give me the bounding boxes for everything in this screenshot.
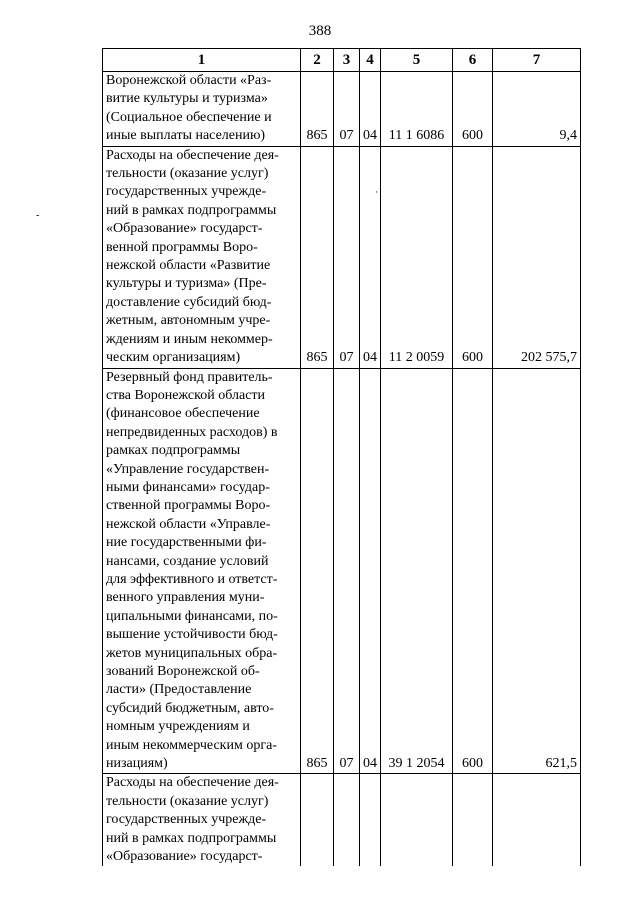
cell-target-article: 11 1 6086: [381, 72, 453, 147]
cell-expense-type: 600: [453, 368, 493, 774]
cell-target-article: [381, 774, 453, 867]
table-row: [103, 146, 581, 368]
column-header: 4: [360, 49, 381, 72]
cell-expense-type: 600: [453, 72, 493, 147]
row-description: Воронежской области «Раз- витие культуры и туризма» (Социальное обеспечение и иные выплаты населению): [103, 72, 301, 147]
cell-amount: [493, 774, 581, 867]
scan-mark: ·: [375, 187, 378, 197]
cell-amount: 202 575,7: [493, 146, 581, 368]
cell-expense-type: 600: [453, 146, 493, 368]
cell-section: 07: [334, 368, 360, 774]
budget-table: [102, 48, 581, 866]
table-row: [103, 368, 581, 774]
cell-section: 07: [334, 146, 360, 368]
cell-amount: 621,5: [493, 368, 581, 774]
cell-target-article: 11 2 0059: [381, 146, 453, 368]
row-description: Резервный фонд правитель- ства Воронежской области (финансовое обеспечение непредвиденных расходов) в рамках подпрограммы «Управление государствен- ными финансами» государ- ственной программы Воро- нежской области «Управле- ние государственными фи- нансами, создание условий для эффективного и ответст- венного управления муни- ципальными финансами, по- вышение устойчивости бюд- жетов муниципальных обра- зований Воронежской об- ласти» (Предоставление субсидий бюджетным, авто- номным учреждениям и иным некоммерческим орга- низациям): [103, 368, 301, 774]
cell-admin-code: 865: [301, 146, 334, 368]
table-header-row: [103, 49, 581, 72]
table-row: [103, 72, 581, 147]
cell-subsection: 04: [360, 72, 381, 147]
column-header: 5: [381, 49, 453, 72]
cell-admin-code: 865: [301, 72, 334, 147]
cell-subsection: [360, 774, 381, 867]
cell-subsection: 04: [360, 146, 381, 368]
column-header: 2: [301, 49, 334, 72]
scan-mark: -: [36, 210, 40, 221]
page-number: 388: [308, 23, 332, 39]
cell-amount: 9,4: [493, 72, 581, 147]
row-description: Расходы на обеспечение дея- тельности (оказание услуг) государственных учрежде- ний в рамках подпрограммы «Образование» государст- венной программы Воро- нежской области «Развитие культуры и туризма» (Пре- доставление субсидий бюд- жетным, автономным учре- ждениям и иным некоммер- ческим организациям): [103, 146, 301, 368]
column-header: 3: [334, 49, 360, 72]
table-row: [103, 774, 581, 867]
column-header: 6: [453, 49, 493, 72]
column-header: 1: [103, 49, 301, 72]
column-header: 7: [493, 49, 581, 72]
cell-admin-code: 865: [301, 368, 334, 774]
cell-target-article: 39 1 2054: [381, 368, 453, 774]
cell-subsection: 04: [360, 368, 381, 774]
cell-expense-type: [453, 774, 493, 867]
cell-admin-code: [301, 774, 334, 867]
cell-section: 07: [334, 72, 360, 147]
cell-section: [334, 774, 360, 867]
row-description: Расходы на обеспечение дея- тельности (оказание услуг) государственных учрежде- ний в рамках подпрограммы «Образование» государст-: [103, 774, 301, 867]
